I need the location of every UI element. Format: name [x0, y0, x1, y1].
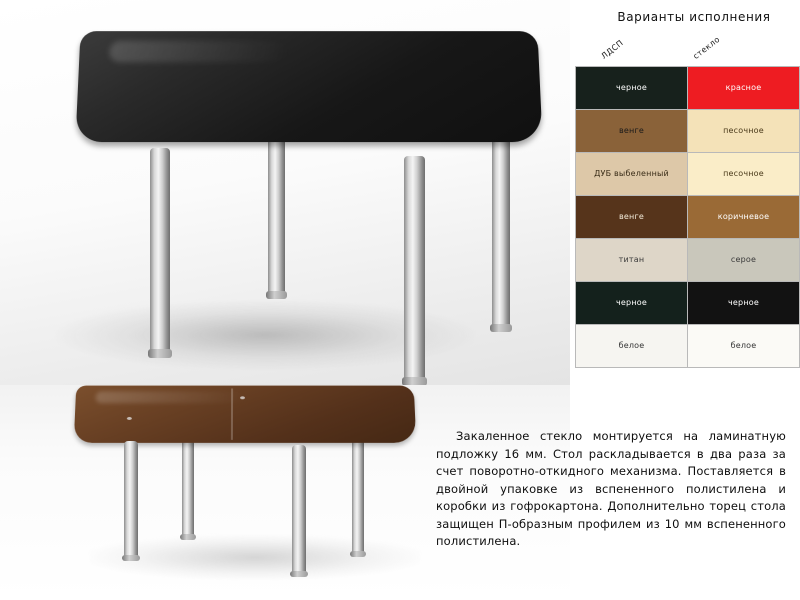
- swatch-label: титан: [618, 255, 645, 265]
- glass-surface: [75, 31, 542, 142]
- swatch-ldsp-6[interactable]: [576, 325, 688, 368]
- table-leg2-rear-left-cap: [180, 534, 196, 540]
- table-row: [576, 239, 800, 282]
- swatch-label: венге: [619, 212, 644, 222]
- swatch-glass-6[interactable]: [688, 325, 800, 368]
- fold-seam: [231, 388, 233, 439]
- swatch-label: черное: [616, 83, 647, 93]
- swatch-glass-2[interactable]: [688, 153, 800, 196]
- table-top-glass: [78, 30, 540, 142]
- swatch-label: венге: [619, 126, 644, 136]
- swatch-label: белое: [730, 341, 757, 351]
- table-leg2-front-right-cap: [290, 571, 308, 577]
- table-leg-front-left: [150, 148, 170, 353]
- table-row: [576, 196, 800, 239]
- hinge-dot-right: [240, 396, 245, 399]
- table-leg-rear-left: [268, 120, 285, 295]
- swatch-ldsp-1[interactable]: [576, 110, 688, 153]
- table-leg-front-left-cap: [148, 349, 172, 358]
- swatch-ldsp-3[interactable]: [576, 196, 688, 239]
- column-header-ldsp: ЛДСП: [599, 38, 626, 61]
- product-description: Закаленное стекло монтируется на ламинатную подложку 16 мм. Стол раскладывается в два раза за счет поворотно-откидного механизма. Поставляется в двойной упаковке из вспененного полистилена и коробки из гофрокартона. Дополнительно торец стола защищен П-образным профилем из 10 мм вспененного полистилена.: [436, 429, 786, 548]
- table-leg2-front-right: [292, 445, 306, 575]
- swatch-label: песочное: [723, 126, 764, 136]
- table-row: [576, 282, 800, 325]
- variants-title: Варианты исполнения: [617, 10, 771, 24]
- swatch-ldsp-4[interactable]: [576, 239, 688, 282]
- variants-swatch-table: [575, 66, 800, 368]
- swatch-label: черное: [616, 298, 647, 308]
- swatch-ldsp-5[interactable]: [576, 282, 688, 325]
- table-leg-rear-right-cap: [490, 324, 512, 332]
- table-leg2-front-left-cap: [122, 555, 140, 561]
- swatch-glass-4[interactable]: [688, 239, 800, 282]
- swatch-glass-5[interactable]: [688, 282, 800, 325]
- swatch-glass-3[interactable]: [688, 196, 800, 239]
- table-leg-front-right: [404, 156, 425, 381]
- swatch-glass-0[interactable]: [688, 67, 800, 110]
- swatch-label: ДУБ выбеленный: [594, 169, 669, 179]
- column-header-glass: стекло: [691, 34, 722, 61]
- table-leg-rear-right: [492, 128, 510, 328]
- swatch-ldsp-0[interactable]: [576, 67, 688, 110]
- table-leg2-rear-right: [352, 433, 364, 555]
- swatch-label: белое: [618, 341, 645, 351]
- swatch-label: красное: [725, 83, 762, 93]
- table-top-wood: [75, 385, 415, 443]
- table-photo-assembled: [0, 0, 570, 385]
- swatch-label: черное: [728, 298, 759, 308]
- table-row: [576, 153, 800, 196]
- table-row: [576, 67, 800, 110]
- table-leg2-front-left: [124, 441, 138, 559]
- glass-highlight: [109, 41, 288, 62]
- swatch-label: серое: [730, 255, 757, 265]
- table-row: [576, 325, 800, 368]
- wood-surface: [74, 386, 417, 443]
- table-leg2-rear-right-cap: [350, 551, 366, 557]
- variants-column-headers: [575, 34, 797, 66]
- hinge-dot-left: [127, 417, 132, 420]
- swatch-ldsp-2[interactable]: [576, 153, 688, 196]
- table-leg2-rear-left: [182, 430, 194, 538]
- table-leg-rear-left-cap: [266, 291, 287, 299]
- table-row: [576, 110, 800, 153]
- swatch-glass-1[interactable]: [688, 110, 800, 153]
- swatch-label: песочное: [723, 169, 764, 179]
- swatch-label: коричневое: [717, 212, 770, 222]
- wood-highlight: [95, 391, 245, 403]
